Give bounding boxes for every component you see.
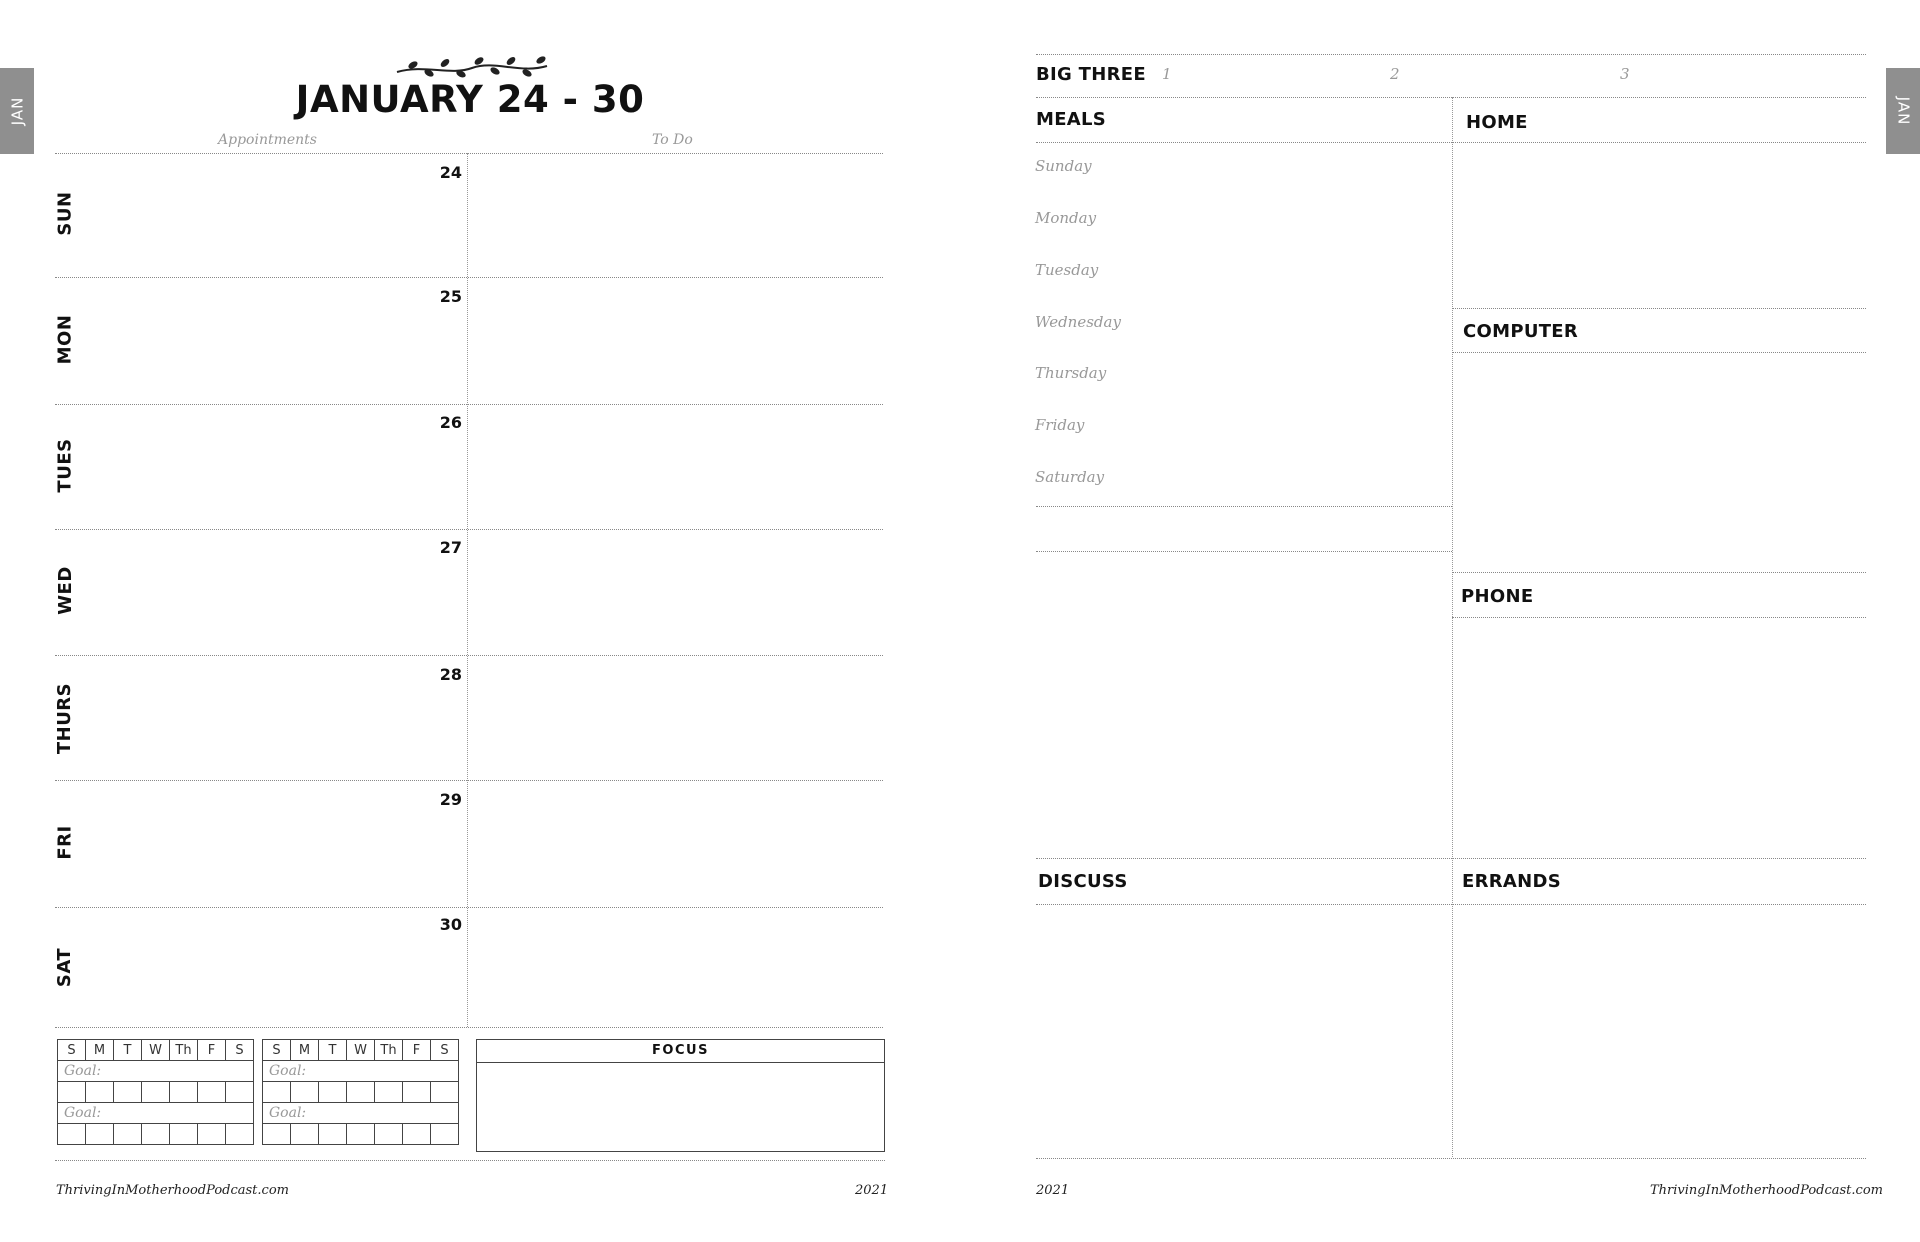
tracker-checkbox-row bbox=[263, 1124, 459, 1145]
meals-line bbox=[1036, 551, 1452, 552]
section-divider bbox=[1452, 308, 1866, 309]
tracker-checkbox[interactable] bbox=[198, 1124, 226, 1145]
day-name: SAT bbox=[54, 947, 76, 987]
tracker-day-label: S bbox=[263, 1040, 291, 1061]
day-name: MON bbox=[54, 314, 76, 364]
section-divider bbox=[1452, 572, 1866, 573]
meal-day-monday[interactable]: Monday bbox=[1035, 209, 1097, 227]
errands-heading: ERRANDS bbox=[1462, 871, 1562, 892]
day-number: 26 bbox=[439, 413, 462, 432]
tracker-checkbox[interactable] bbox=[347, 1124, 375, 1145]
tracker-checkbox[interactable] bbox=[403, 1082, 431, 1103]
tracker-checkbox[interactable] bbox=[263, 1124, 291, 1145]
meal-day-saturday[interactable]: Saturday bbox=[1035, 468, 1105, 486]
tracker-checkbox[interactable] bbox=[58, 1082, 86, 1103]
tracker-day-label: S bbox=[226, 1040, 254, 1061]
tracker-checkbox[interactable] bbox=[170, 1124, 198, 1145]
month-tab-right[interactable] bbox=[1886, 68, 1920, 154]
day-name: THURS bbox=[54, 682, 76, 754]
tracker-checkbox[interactable] bbox=[431, 1082, 459, 1103]
big-three-heading: BIG THREE bbox=[1036, 64, 1146, 85]
footer-year-right: 2021 bbox=[1036, 1183, 1070, 1198]
day-number: 30 bbox=[439, 915, 462, 934]
bottom-divider bbox=[1036, 1158, 1866, 1159]
tracker-checkbox-row bbox=[263, 1082, 459, 1103]
tracker-day-label: W bbox=[347, 1040, 375, 1061]
day-divider bbox=[55, 153, 883, 154]
section-divider bbox=[1036, 97, 1866, 98]
tracker-checkbox[interactable] bbox=[114, 1082, 142, 1103]
habit-tracker-1 bbox=[57, 1039, 254, 1145]
tracker-checkbox[interactable] bbox=[403, 1124, 431, 1145]
month-tab-left-label: JAN bbox=[8, 96, 26, 126]
big-three-num-1[interactable]: 1 bbox=[1162, 65, 1172, 83]
tracker-checkbox[interactable] bbox=[319, 1124, 347, 1145]
tracker-day-label: M bbox=[86, 1040, 114, 1061]
top-divider bbox=[1036, 54, 1866, 55]
day-divider bbox=[55, 907, 883, 908]
tracker-checkbox[interactable] bbox=[375, 1082, 403, 1103]
tracker-checkbox[interactable] bbox=[226, 1124, 254, 1145]
day-divider bbox=[55, 404, 883, 405]
tracker-day-label: M bbox=[291, 1040, 319, 1061]
discuss-heading: DISCUSS bbox=[1038, 871, 1128, 892]
tracker-checkbox[interactable] bbox=[347, 1082, 375, 1103]
week-title: JANUARY 24 - 30 bbox=[295, 78, 645, 121]
meal-day-sunday[interactable]: Sunday bbox=[1035, 157, 1092, 175]
home-underline bbox=[1452, 142, 1866, 143]
meal-day-thursday[interactable]: Thursday bbox=[1035, 364, 1107, 382]
day-divider bbox=[55, 1027, 883, 1028]
day-number: 24 bbox=[439, 163, 462, 182]
tracker-day-label: Th bbox=[375, 1040, 403, 1061]
tracker-checkbox-row bbox=[58, 1082, 254, 1103]
phone-underline bbox=[1452, 617, 1866, 618]
meals-underline bbox=[1036, 142, 1452, 143]
tracker-checkbox[interactable] bbox=[263, 1082, 291, 1103]
footer-year-left: 2021 bbox=[855, 1183, 889, 1198]
tracker-day-label: F bbox=[403, 1040, 431, 1061]
tracker-header-row bbox=[58, 1040, 254, 1061]
discuss-errands-underline bbox=[1036, 904, 1866, 905]
day-divider bbox=[55, 529, 883, 530]
tracker-header-row bbox=[263, 1040, 459, 1061]
section-divider bbox=[1036, 858, 1866, 859]
day-divider bbox=[55, 277, 883, 278]
tracker-checkbox[interactable] bbox=[198, 1082, 226, 1103]
meal-day-wednesday[interactable]: Wednesday bbox=[1035, 313, 1121, 331]
tracker-checkbox[interactable] bbox=[114, 1124, 142, 1145]
tracker-day-label: T bbox=[319, 1040, 347, 1061]
tracker-checkbox[interactable] bbox=[375, 1124, 403, 1145]
big-three-num-2[interactable]: 2 bbox=[1390, 65, 1400, 83]
computer-heading: COMPUTER bbox=[1463, 321, 1579, 342]
tracker-checkbox-row bbox=[58, 1124, 254, 1145]
tracker-day-label: T bbox=[114, 1040, 142, 1061]
computer-underline bbox=[1452, 352, 1866, 353]
tracker-checkbox[interactable] bbox=[319, 1082, 347, 1103]
month-tab-right-label: JAN bbox=[1894, 96, 1912, 126]
tracker-checkbox[interactable] bbox=[291, 1082, 319, 1103]
meal-day-friday[interactable]: Friday bbox=[1035, 416, 1085, 434]
day-name: FRI bbox=[54, 824, 76, 860]
meals-heading: MEALS bbox=[1036, 109, 1107, 130]
tracker-checkbox[interactable] bbox=[142, 1124, 170, 1145]
tracker-day-label: F bbox=[198, 1040, 226, 1061]
vine-ornament-icon bbox=[395, 54, 549, 80]
tracker-checkbox[interactable] bbox=[58, 1124, 86, 1145]
big-three-num-3[interactable]: 3 bbox=[1620, 65, 1630, 83]
todo-heading: To Do bbox=[652, 132, 693, 148]
home-heading: HOME bbox=[1466, 112, 1528, 133]
tracker-checkbox[interactable] bbox=[86, 1124, 114, 1145]
day-number: 27 bbox=[439, 538, 462, 557]
meal-day-tuesday[interactable]: Tuesday bbox=[1035, 261, 1099, 279]
tracker-checkbox[interactable] bbox=[291, 1124, 319, 1145]
phone-heading: PHONE bbox=[1461, 586, 1534, 607]
tracker-checkbox[interactable] bbox=[226, 1082, 254, 1103]
day-number: 29 bbox=[439, 790, 462, 809]
tracker-checkbox[interactable] bbox=[142, 1082, 170, 1103]
column-divider bbox=[467, 153, 468, 1027]
month-tab-left[interactable] bbox=[0, 68, 34, 154]
tracker-day-label: W bbox=[142, 1040, 170, 1061]
habit-tracker-2 bbox=[262, 1039, 459, 1145]
right-column-divider bbox=[1452, 97, 1453, 1157]
focus-box[interactable] bbox=[476, 1039, 885, 1152]
day-number: 25 bbox=[439, 287, 462, 306]
day-number: 28 bbox=[439, 665, 462, 684]
day-name: TUES bbox=[54, 437, 76, 493]
goal-field[interactable]: Goal: bbox=[263, 1061, 459, 1082]
day-divider bbox=[55, 655, 883, 656]
tracker-checkbox[interactable] bbox=[86, 1082, 114, 1103]
day-name: SUN bbox=[54, 190, 76, 236]
goal-field[interactable]: Goal: bbox=[58, 1061, 254, 1082]
tracker-checkbox[interactable] bbox=[170, 1082, 198, 1103]
tracker-day-label: S bbox=[58, 1040, 86, 1061]
tracker-checkbox[interactable] bbox=[431, 1124, 459, 1145]
bottom-divider bbox=[55, 1160, 885, 1161]
tracker-day-label: S bbox=[431, 1040, 459, 1061]
day-divider bbox=[55, 780, 883, 781]
tracker-day-label: Th bbox=[170, 1040, 198, 1061]
focus-heading: FOCUS bbox=[477, 1040, 884, 1063]
appointments-heading: Appointments bbox=[218, 132, 317, 148]
goal-field[interactable]: Goal: bbox=[58, 1103, 254, 1124]
footer-site-left: ThrivingInMotherhoodPodcast.com bbox=[56, 1183, 289, 1198]
day-name: WED bbox=[54, 565, 76, 615]
meals-line bbox=[1036, 506, 1452, 507]
goal-field[interactable]: Goal: bbox=[263, 1103, 459, 1124]
footer-site-right: ThrivingInMotherhoodPodcast.com bbox=[1650, 1183, 1883, 1198]
